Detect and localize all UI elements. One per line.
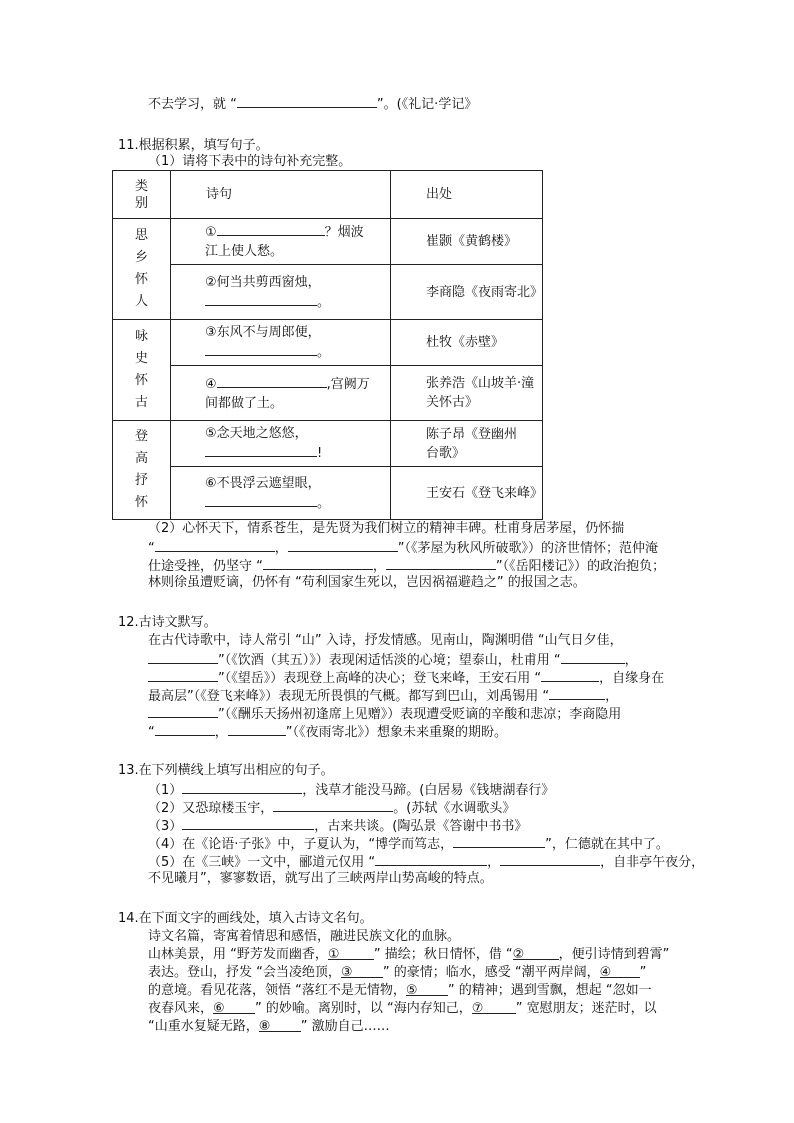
answer-blank-6[interactable]: ⑥ — [213, 1000, 255, 1014]
header-poem: 诗句 — [171, 171, 391, 219]
table-header-row — [113, 171, 543, 219]
header-category: 类别 — [113, 171, 171, 219]
q14-line1: 诗文名篇，寄寓着情思和感悟，融进民族文化的血脉。 — [148, 929, 461, 944]
answer-blank[interactable] — [228, 722, 286, 736]
q14-title: 14.在下面文字的画线处，填入古诗文名句。 — [118, 911, 373, 926]
answer-blank[interactable] — [182, 780, 302, 794]
answer-blank[interactable] — [205, 292, 317, 306]
poem-cell: ⑥不畏浮云遮望眼， 。 — [171, 467, 391, 520]
q14-line3: 表达。登山，抒发 “会当凌绝顶，③ ” 的豪情；临水，感受 “潮平两岸阔，④ ” — [148, 965, 647, 980]
q13-item5: （5）在《三峡》一文中，郦道元仅用 “ ， ，自非亭午夜分， — [148, 852, 704, 872]
q14-line6: “山重水复疑无路，⑧ ” 激励自己…… — [148, 1019, 390, 1034]
answer-blank[interactable] — [205, 443, 317, 457]
poem-cell: ④ ,宫阙万 间都做了土。 — [171, 366, 391, 421]
table-row — [113, 320, 543, 366]
answer-blank-3[interactable]: ③ — [341, 964, 383, 978]
table-row — [113, 421, 543, 467]
answer-blank[interactable] — [263, 556, 373, 570]
q12-line5: ”（《酬乐天扬州初逢席上见赠》）表现遭受贬谪的辛酸和悲凉；李商隐用 — [148, 704, 621, 724]
poem-cell: ① ？烟波 江上使人愁。 — [171, 219, 391, 265]
answer-blank[interactable] — [217, 222, 325, 236]
table-row — [113, 219, 543, 265]
category-homesick: 思乡怀人 — [113, 219, 171, 320]
q12-line3: ”（《望岳》）表现登上高峰的决心；登飞来峰，王安石用 “ ，自缘身在 — [148, 668, 664, 688]
poem-table — [112, 170, 543, 520]
answer-blank-7[interactable]: ⑦ — [472, 1000, 516, 1014]
answer-blank[interactable] — [386, 556, 496, 570]
q13-item3: （3） ，古来共谈。(陶弘景《答谢中书书》 — [148, 816, 527, 836]
poem-cell: ③东风不与周郎便， 。 — [171, 320, 391, 366]
q12-line2: ”（《饮酒（其五）》）表现闲适恬淡的心境；望泰山，杜甫用 “ ， — [148, 650, 638, 670]
category-climb: 登高抒怀 — [113, 421, 171, 520]
q13-item4: （4）在《论语·子张》中，子夏认为，“博学而笃志， ”，仁德就在其中了。 — [148, 834, 669, 854]
answer-blank-1[interactable]: ① — [328, 946, 374, 960]
table-row — [113, 366, 543, 421]
q12-line4: 最高层”（《登飞来峰》）表现无所畏惧的气概。都写到巴山，刘禹锡用 “ ， — [148, 686, 618, 706]
source-cell: 王安石《登飞来峰》 — [391, 467, 543, 520]
source-cell: 李商隐《夜雨寄北》 — [391, 265, 543, 320]
answer-blank[interactable] — [288, 538, 398, 552]
q14-line4: 的意境。看见花落，领悟 “落红不是无情物，⑤ ” 的精神；遇到雪飘，想起 “忽如一 — [148, 983, 652, 998]
answer-blank[interactable] — [453, 834, 545, 848]
q12-line1: 在古代诗歌中，诗人常引 “山” 入诗，抒发情感。见南山，陶渊明借 “山气日夕佳， — [148, 633, 623, 648]
answer-blank[interactable] — [541, 668, 599, 682]
table-row — [113, 467, 543, 520]
answer-blank[interactable] — [217, 374, 327, 388]
answer-blank[interactable] — [155, 722, 215, 736]
answer-blank-8[interactable]: ⑧ — [259, 1018, 301, 1032]
q13-item1: （1） ，浅草才能没马蹄。(白居易《钱塘湖春行》 — [148, 780, 554, 800]
header-source: 出处 — [391, 171, 543, 219]
top-line: 不去学习，就 “ ”。(《礼记·学记》 — [148, 94, 477, 114]
answer-blank-4[interactable]: ④ — [600, 964, 640, 978]
answer-blank[interactable] — [500, 852, 600, 866]
answer-blank[interactable] — [205, 342, 317, 356]
table-row — [113, 265, 543, 320]
q14-line5: 夜春风来，⑥ ” 的妙喻。离别时，以 “海内存知己，⑦ ” 宽慰朋友；迷茫时，以 — [148, 1001, 657, 1016]
source-cell: 崔颢《黄鹤楼》 — [391, 219, 543, 265]
q11-sub2-line3: 仕途受挫，仍坚守 “ ， ”（《岳阳楼记》）的政治抱负； — [148, 556, 665, 576]
answer-blank[interactable] — [148, 704, 218, 718]
answer-blank[interactable] — [549, 686, 605, 700]
q11-sub2-line2: “ ， ”（《茅屋为秋风所破歌》）的济世情怀；范仲淹 — [148, 538, 658, 558]
answer-blank[interactable] — [561, 650, 625, 664]
answer-blank[interactable] — [273, 798, 393, 812]
poem-cell: ②何当共剪西窗烛， 。 — [171, 265, 391, 320]
answer-blank-2[interactable]: ② — [513, 946, 559, 960]
q11-sub2-line1: （2）心怀天下，情系苍生，是先贤为我们树立的精神丰碑。杜甫身居茅屋，仍怀揣 — [148, 521, 625, 536]
answer-blank[interactable] — [182, 816, 314, 830]
q11-sub2-line4: 林则徐虽遭贬谪，仍怀有 “苟利国家生死以，岂因祸福避趋之” 的报国之志。 — [148, 575, 586, 590]
category-history: 咏史怀古 — [113, 320, 171, 421]
answer-blank[interactable] — [205, 493, 317, 507]
q11-title: 11.根据积累，填写句子。 — [118, 138, 269, 153]
q13-title: 13.在下列横线上填写出相应的句子。 — [118, 763, 334, 778]
q12-line6: “ ， ”（《夜雨寄北》）想象未来重聚的期盼。 — [148, 722, 507, 742]
answer-blank[interactable] — [155, 538, 275, 552]
poem-cell: ⑤念天地之悠悠， ! — [171, 421, 391, 467]
q14-line2: 山林美景，用 “野芳发而幽香，① ” 描绘；秋日情怀，借 “② ，便引诗情到碧霄” — [148, 947, 670, 962]
q13-item6: 不见曦月”，寥寥数语，就写出了三峡两岸山势高峻的特点。 — [148, 871, 493, 886]
answer-blank-5[interactable]: ⑤ — [406, 982, 448, 996]
q13-item2: （2）又恐琼楼玉宇， 。(苏轼《水调歌头》 — [148, 798, 515, 818]
answer-blank[interactable] — [148, 668, 218, 682]
source-cell: 杜牧《赤壁》 — [391, 320, 543, 366]
answer-blank[interactable] — [148, 650, 218, 664]
source-cell: 张养浩《山坡羊·潼关怀古》 — [391, 366, 543, 421]
q12-title: 12.古诗文默写。 — [118, 615, 217, 630]
answer-blank[interactable] — [375, 852, 487, 866]
source-cell: 陈子昂《登幽州台歌》 — [391, 421, 543, 467]
answer-blank[interactable] — [237, 94, 377, 108]
q11-subtitle-1: （1）请将下表中的诗句补充完整。 — [148, 154, 352, 169]
